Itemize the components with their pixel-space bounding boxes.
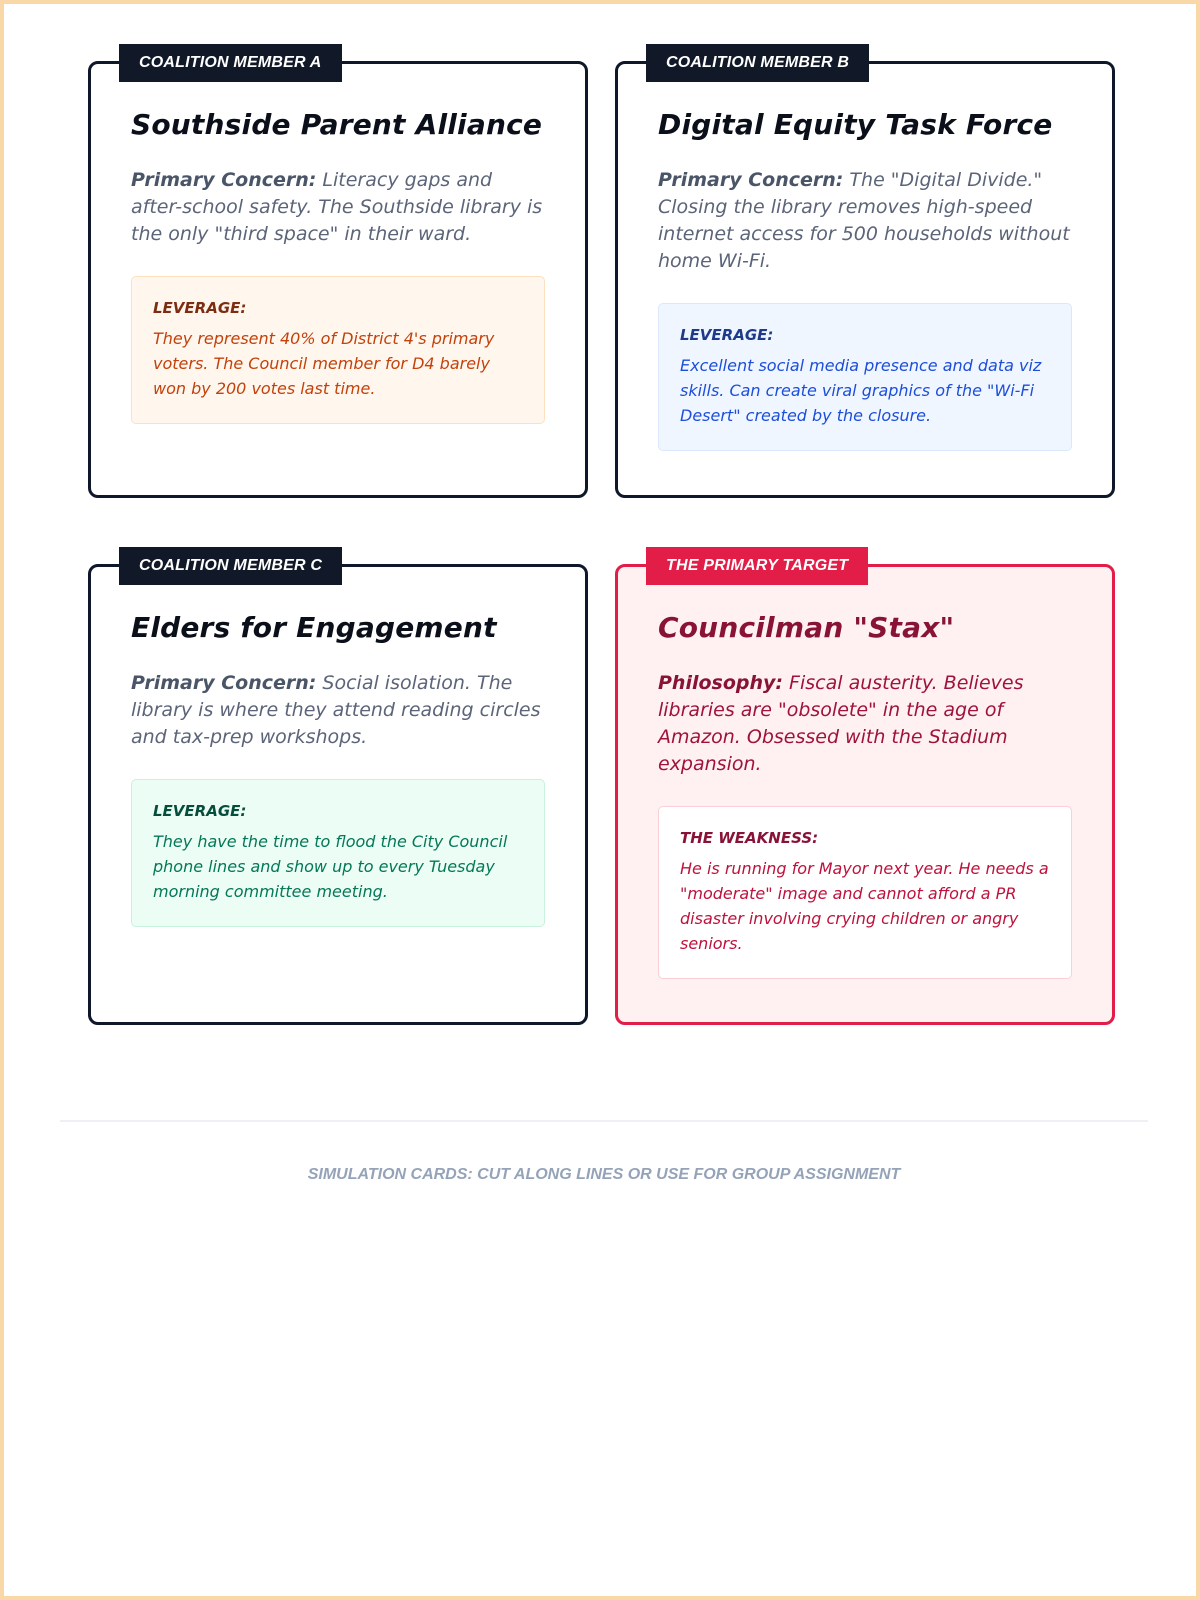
card-tag: COALITION MEMBER C xyxy=(119,547,342,585)
primary-concern-text: Social isolation. The library is where they attend reading circles and tax-prep workshops. xyxy=(131,672,541,748)
primary-concern xyxy=(131,670,545,751)
weakness-text: He is running for Mayor next year. He needs a "moderate" image and cannot afford a PR disaster involving crying children or angry seniors. xyxy=(680,859,1049,953)
leverage-label: LEVERAGE: xyxy=(680,326,774,344)
card-tag: COALITION MEMBER B xyxy=(646,44,869,82)
divider xyxy=(60,1120,1148,1122)
philosophy-label: Philosophy: xyxy=(658,672,784,694)
leverage-text: Excellent social media presence and data viz skills. Can create viral graphics of the "Wi-Fi Desert" created by the closure. xyxy=(680,356,1042,425)
weakness-box xyxy=(658,806,1072,979)
card-title: Southside Parent Alliance xyxy=(131,108,543,141)
primary-concern-text: Literacy gaps and after-school safety. The Southside library is the only "third space" in their ward. xyxy=(131,169,543,245)
leverage-box xyxy=(131,276,545,424)
leverage-label: LEVERAGE: xyxy=(153,299,247,317)
card-coalition-member-b xyxy=(615,54,1115,498)
card-tag: COALITION MEMBER A xyxy=(119,44,342,82)
philosophy-text: Fiscal austerity. Believes libraries are "obsolete" in the age of Amazon. Obsessed with the Stadium expansion. xyxy=(658,672,1024,775)
primary-concern-text: The "Digital Divide." Closing the library removes high-speed internet access for 500 households without home Wi-Fi. xyxy=(658,169,1070,272)
leverage-box xyxy=(131,779,545,927)
leverage-text: They represent 40% of District 4's primary voters. The Council member for D4 barely won by 200 votes last time. xyxy=(153,329,495,398)
card-title: Elders for Engagement xyxy=(131,611,497,644)
primary-concern xyxy=(131,167,545,248)
card-coalition-member-c xyxy=(88,557,588,1025)
weakness-label: THE WEAKNESS: xyxy=(680,829,819,847)
leverage-label: LEVERAGE: xyxy=(153,802,247,820)
footer-note: SIMULATION CARDS: CUT ALONG LINES OR USE FOR GROUP ASSIGNMENT xyxy=(307,1166,901,1183)
primary-concern-label: Primary Concern: xyxy=(658,169,844,191)
card-title: Digital Equity Task Force xyxy=(658,108,1053,141)
primary-concern-label: Primary Concern: xyxy=(131,672,317,694)
primary-concern xyxy=(658,167,1072,275)
leverage-box xyxy=(658,303,1072,451)
card-tag: THE PRIMARY TARGET xyxy=(646,547,868,585)
card-primary-target xyxy=(615,557,1115,1025)
card-coalition-member-a xyxy=(88,54,588,498)
card-title: Councilman "Stax" xyxy=(658,611,955,644)
leverage-text: They have the time to flood the City Council phone lines and show up to every Tuesday morning committee meeting. xyxy=(153,832,508,901)
primary-concern-label: Primary Concern: xyxy=(131,169,317,191)
philosophy xyxy=(658,670,1072,778)
